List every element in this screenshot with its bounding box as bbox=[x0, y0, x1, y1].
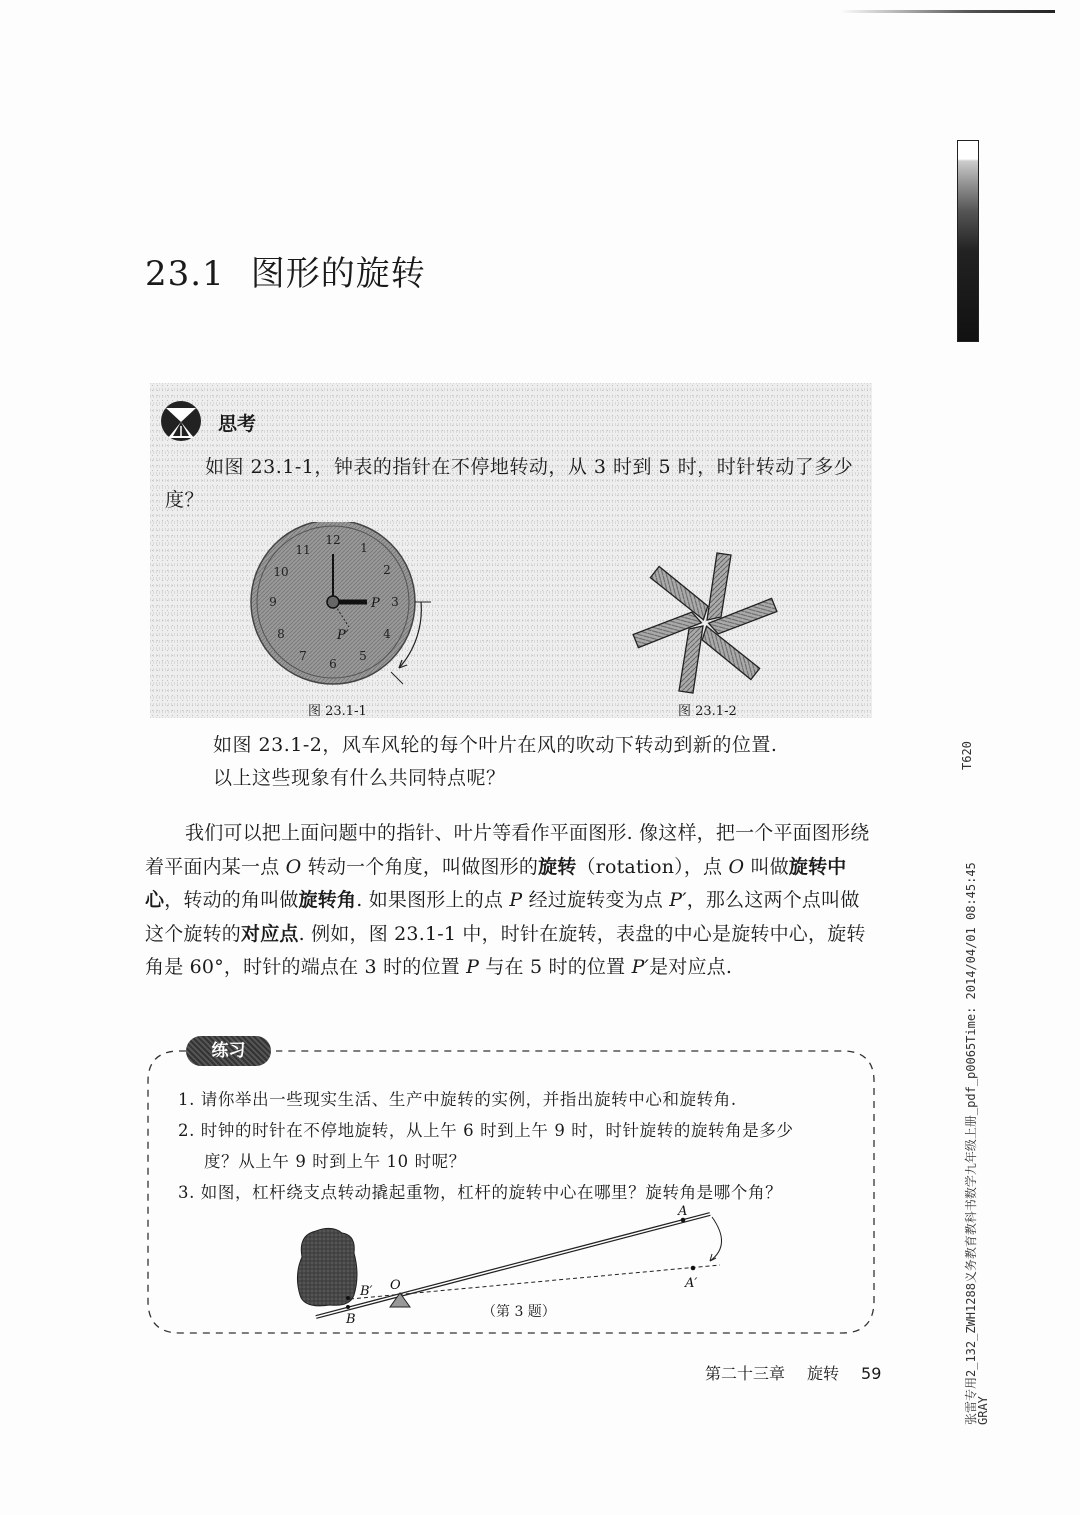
svg-text:O: O bbox=[390, 1278, 401, 1293]
svg-text:P′: P′ bbox=[337, 628, 349, 643]
windmill-figure bbox=[630, 545, 780, 695]
section-number: 23.1 bbox=[145, 254, 225, 294]
lever-figure-caption: （第 3 题） bbox=[482, 1304, 556, 1320]
think-label: 思考 bbox=[218, 413, 257, 435]
follow-up-line-2: 以上这些现象有什么共同特点呢？ bbox=[213, 767, 506, 789]
follow-up-line-1: 如图 23.1-2，风车风轮的每个叶片在风的吹动下转动到新的位置. bbox=[213, 734, 778, 756]
svg-text:12: 12 bbox=[325, 533, 341, 547]
exercise-badge: 练习 bbox=[186, 1036, 271, 1066]
section-title bbox=[145, 246, 426, 295]
page-footer bbox=[705, 1361, 881, 1384]
think-follow-up bbox=[213, 729, 863, 795]
svg-text:A: A bbox=[678, 1204, 688, 1219]
clock-figure bbox=[245, 522, 450, 712]
definition-paragraph: 我们可以把上面问题中的指针、叶片等看作平面图形. 像这样，把一个平面图形绕着平面内某一点 O 转动一个角度，叫做图形的旋转（rotation），点 O 叫做旋转中心，转动的角叫做旋转角. 如果图形上的点 P 经过旋转变为点 P′，那么这两个点叫做这个旋转的对应点. 例如，图 23.1-1 中，时针在旋转，表盘的中心是旋转中心，旋转角是 60°，时针的端点在 3 时的位置 P 与在 5 时的位置 P′是对应点. bbox=[145, 822, 870, 978]
svg-text:8: 8 bbox=[277, 627, 285, 641]
svg-text:A′: A′ bbox=[685, 1276, 698, 1291]
exercise-item-2-cont: 度？从上午 9 时到上午 10 时呢？ bbox=[204, 1152, 466, 1171]
svg-text:10: 10 bbox=[273, 565, 289, 579]
scan-side-text: 张雷专用2_132_ZWH1288义务教育教科书数学九年级上册_pdf_p0065Time: 2014/04/01 08:45:45 bbox=[964, 862, 978, 1425]
term-rotation: 旋转 bbox=[538, 855, 577, 878]
exercise-item-2: 2. 时钟的时针在不停地旋转，从上午 6 时到上午 9 时，时针旋转的旋转角是多少 bbox=[178, 1121, 794, 1140]
hourglass-think-icon bbox=[160, 400, 202, 442]
scan-gray-scale-bar bbox=[957, 140, 979, 342]
section-title-text: 图形的旋转 bbox=[250, 254, 426, 294]
scan-side-code: T620 bbox=[960, 741, 974, 770]
term-rotation-center: 旋转中心 bbox=[145, 855, 847, 911]
figure-caption-23-1-1: 图 23.1-1 bbox=[308, 704, 367, 719]
svg-text:5: 5 bbox=[359, 649, 367, 663]
svg-text:2: 2 bbox=[383, 563, 391, 577]
svg-text:3: 3 bbox=[391, 595, 399, 609]
svg-text:4: 4 bbox=[383, 627, 391, 641]
svg-text:6: 6 bbox=[329, 657, 337, 671]
svg-text:7: 7 bbox=[299, 649, 307, 663]
svg-text:1: 1 bbox=[360, 541, 368, 555]
term-corresponding-points: 对应点 bbox=[241, 922, 299, 945]
svg-text:11: 11 bbox=[295, 543, 311, 557]
footer-chapter: 第二十三章 bbox=[705, 1364, 786, 1383]
exercise-item-3: 3. 如图，杠杆绕支点转动撬起重物，杠杆的旋转中心在哪里？旋转角是哪个角？ bbox=[178, 1183, 783, 1202]
scan-top-line bbox=[840, 10, 1055, 13]
svg-text:B: B bbox=[346, 1312, 356, 1327]
scan-side-gray: GRAY bbox=[976, 1396, 990, 1425]
exercise-list bbox=[178, 1084, 868, 1208]
svg-text:B′: B′ bbox=[360, 1284, 373, 1299]
svg-text:9: 9 bbox=[269, 595, 277, 609]
exercise-item-1: 1. 请你举出一些现实生活、生产中旋转的实例，并指出旋转中心和旋转角. bbox=[178, 1090, 737, 1109]
term-rotation-angle: 旋转角 bbox=[298, 889, 357, 911]
figure-caption-23-1-2: 图 23.1-2 bbox=[678, 704, 737, 719]
svg-text:P: P bbox=[371, 596, 380, 611]
think-question: 如图 23.1-1，钟表的指针在不停地转动，从 3 时到 5 时，时针转动了多少度？ bbox=[165, 456, 854, 511]
page-number: 59 bbox=[861, 1364, 882, 1383]
footer-chapter-title: 旋转 bbox=[807, 1364, 840, 1383]
